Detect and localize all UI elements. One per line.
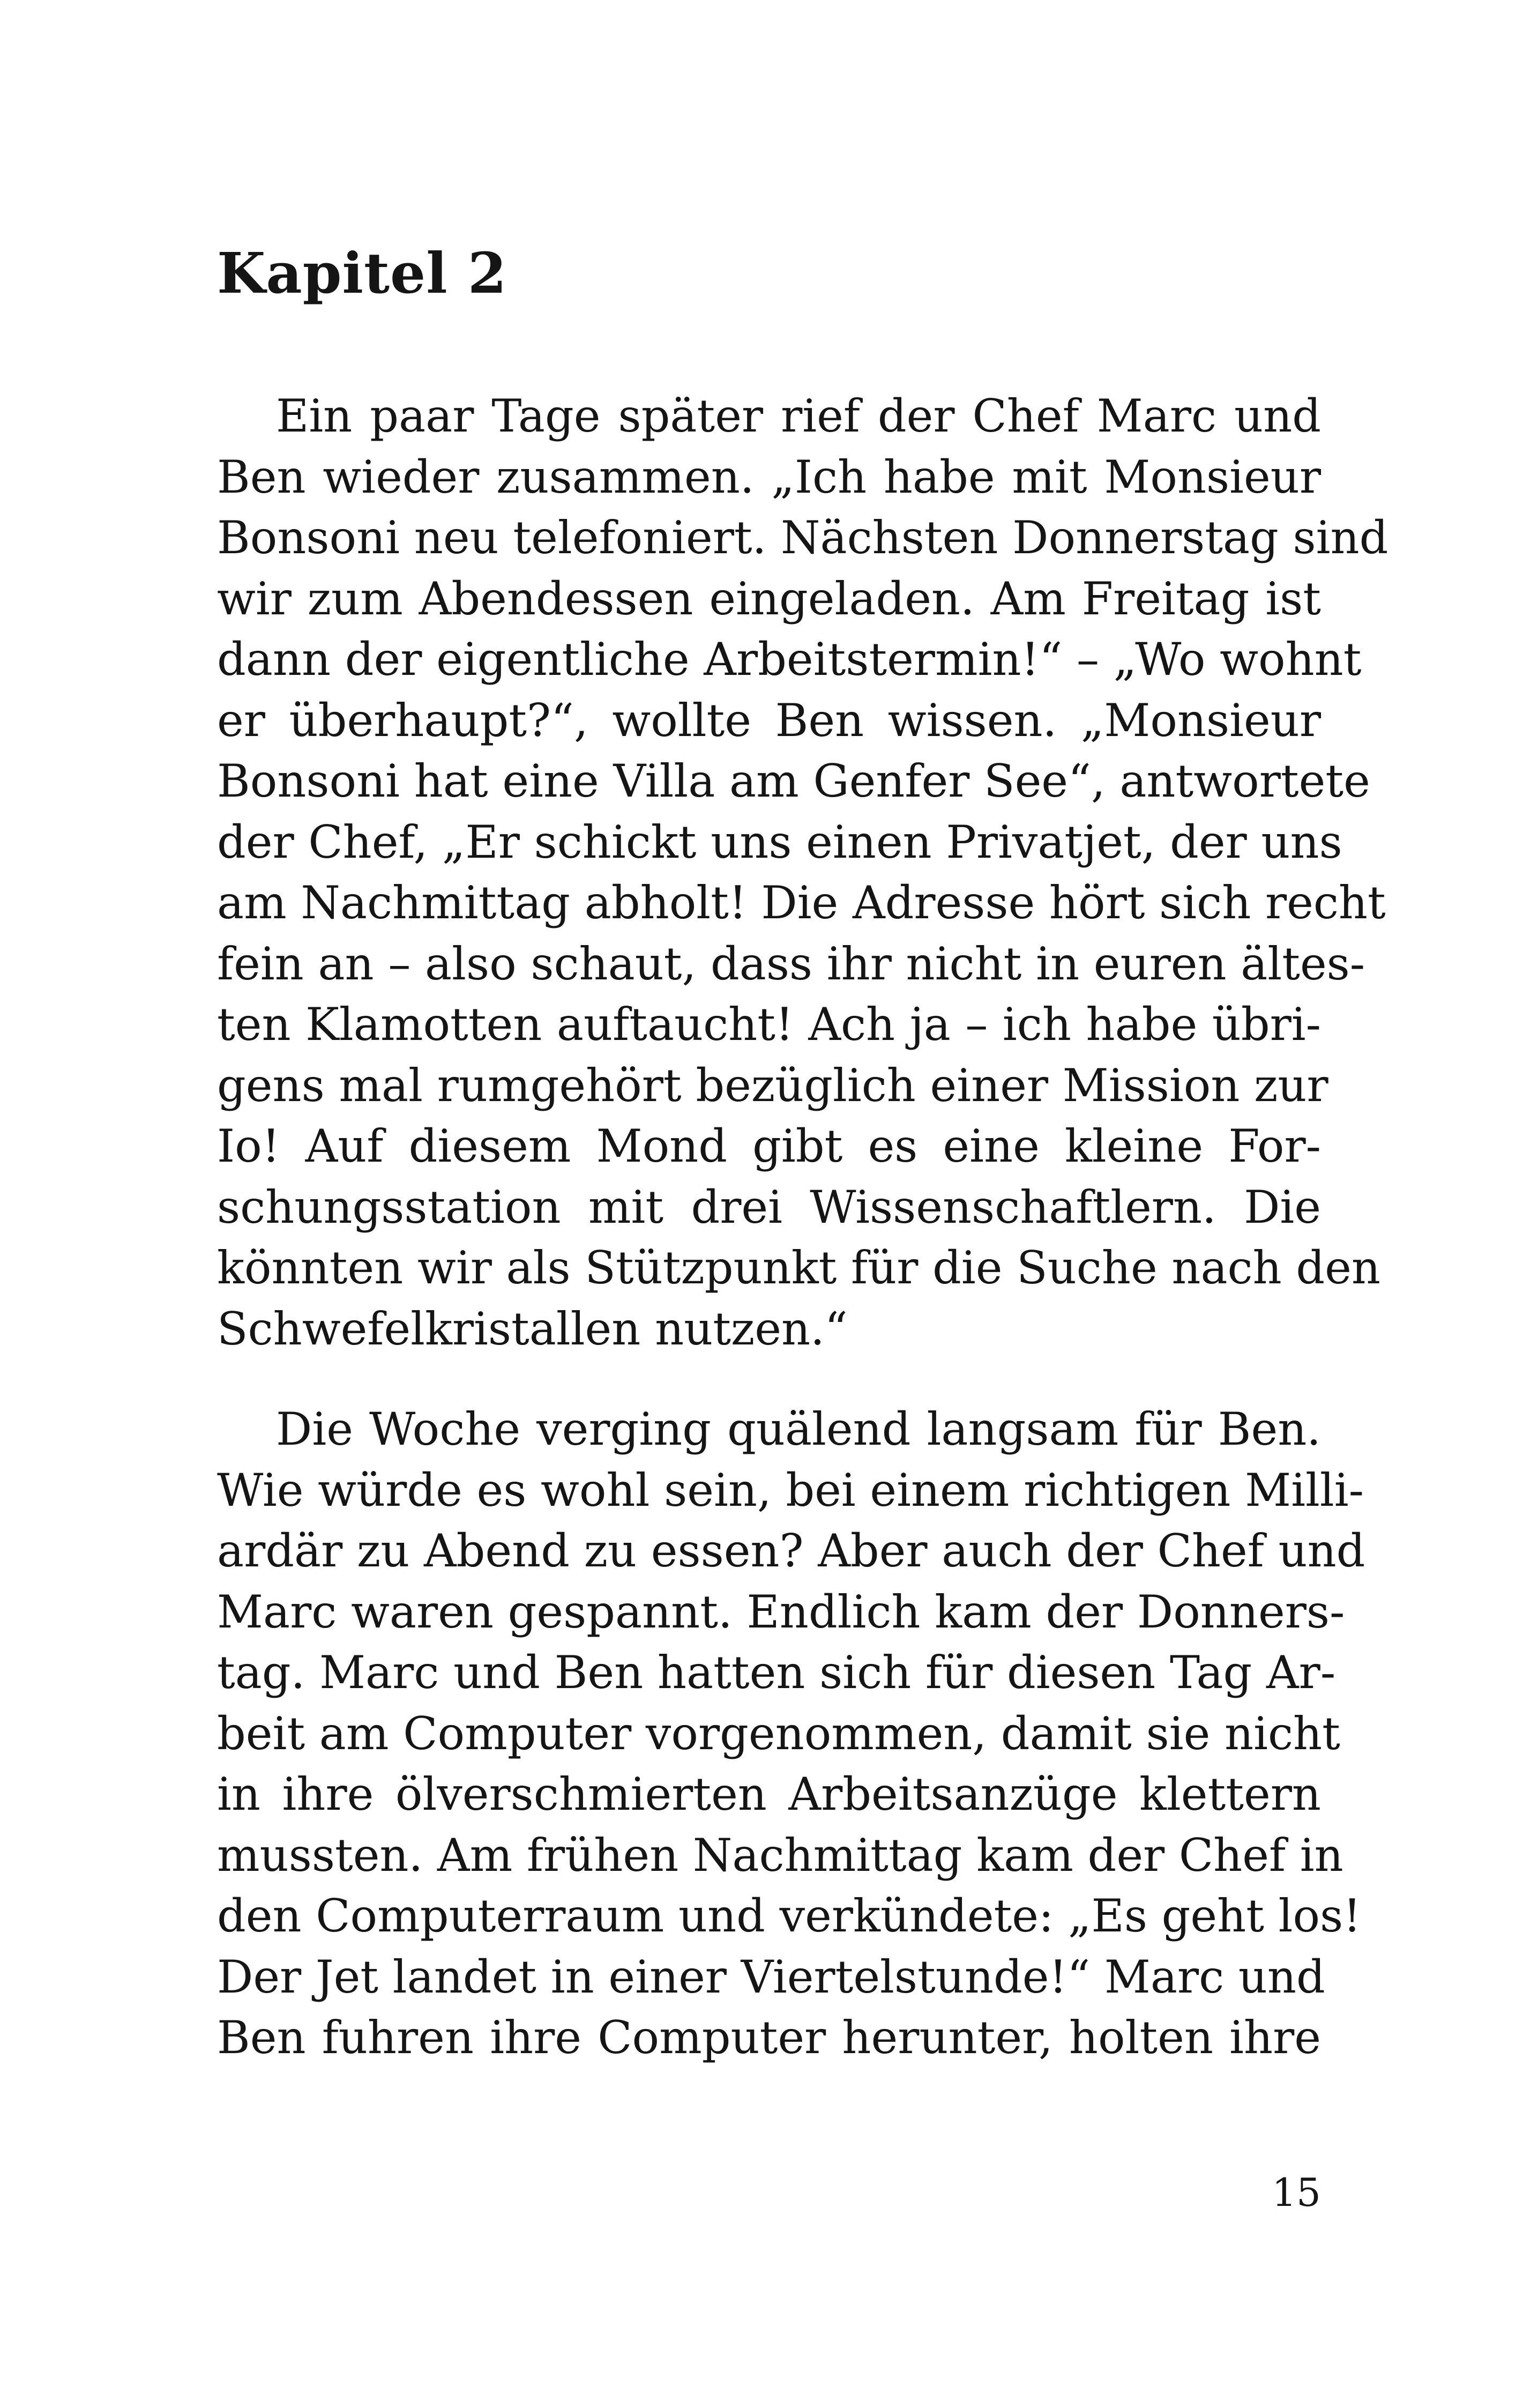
text-line: fein an – also schaut, dass ihr nicht in euren ältes- [217,937,1365,990]
page-number: 15 [1272,2170,1321,2215]
text-line: gens mal rumgehört bezüglich einer Mission zur [217,1059,1328,1112]
text-line: Ben fuhren ihre Computer herunter, holten ihre [217,2011,1321,2064]
text-line: Ben wieder zusammen. „Ich habe mit Monsieur [217,450,1321,503]
text-line: Der Jet landet in einer Viertelstunde!“ Marc und [217,1950,1325,2003]
text-line: Ein paar Tage später rief der Chef Marc und [276,390,1321,442]
text-line: Bonsoni neu telefoniert. Nächsten Donnerstag sind [217,511,1388,564]
paragraph-1 [217,386,1388,1359]
text-line: Marc waren gespannt. Endlich kam der Donners- [217,1585,1345,1638]
text-line: in ihre ölverschmierten Arbeitsanzüge klettern [217,1768,1321,1820]
text-line: könnten wir als Stützpunkt für die Suche nach den [217,1242,1380,1294]
text-line: mussten. Am frühen Nachmittag kam der Chef in [217,1829,1343,1882]
text-line: Wie würde es wohl sein, bei einem richtigen Milli- [217,1463,1364,1517]
text-line: dann der eigentliche Arbeitstermin!“ – „Wo wohnt [217,633,1362,686]
paragraph-2 [217,1399,1365,2069]
text-line: Die Woche verging quälend langsam für Ben. [276,1403,1321,1455]
text-line: schungsstation mit drei Wissenschaftlern. Die [217,1180,1321,1233]
text-line: der Chef, „Er schickt uns einen Privatjet, der uns [217,815,1342,868]
chapter-title: Kapitel 2 [217,240,507,306]
text-line: Schwefelkristallen nutzen.“ [217,1302,848,1355]
text-line: am Nachmittag abholt! Die Adresse hört sich recht [217,876,1386,929]
text-line: beit am Computer vorgenommen, damit sie nicht [217,1707,1340,1760]
text-line: er überhaupt?“, wollte Ben wissen. „Monsieur [217,694,1321,747]
text-line: ardär zu Abend zu essen? Aber auch der Chef und [217,1525,1365,1577]
text-line: Io! Auf diesem Mond gibt es eine kleine For- [217,1120,1321,1172]
text-line: wir zum Abendessen eingeladen. Am Freitag ist [217,572,1321,625]
text-line: ten Klamotten auftaucht! Ach ja – ich habe übri- [217,998,1321,1051]
text-line: den Computerraum und verkündete: „Es geht los! [217,1890,1361,1942]
text-line: Bonsoni hat eine Villa am Genfer See“, antwortete [217,755,1370,807]
text-line: tag. Marc und Ben hatten sich für diesen Tag Ar- [217,1646,1336,1699]
